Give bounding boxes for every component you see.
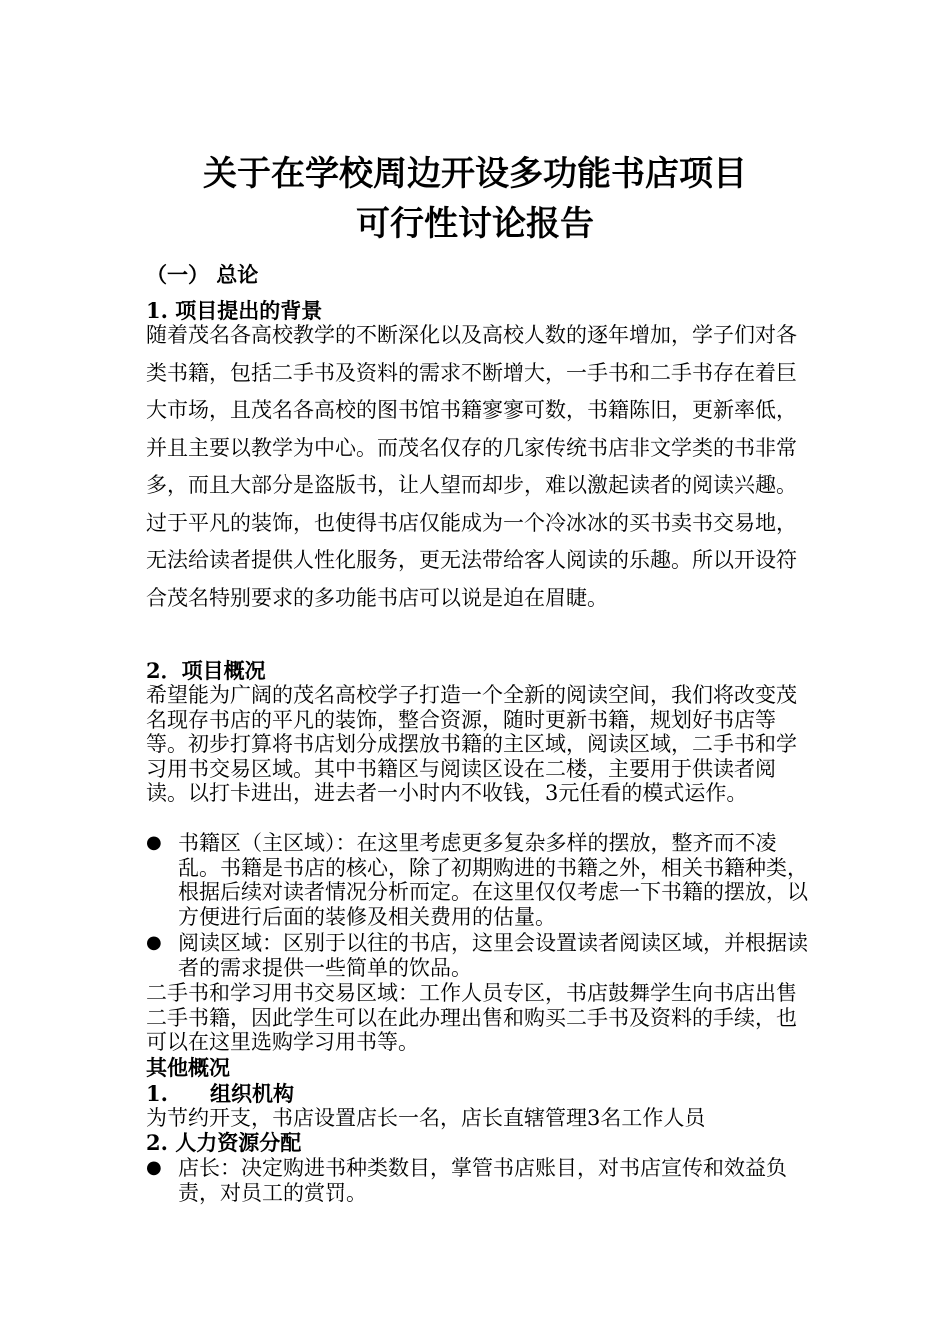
subheading-hr: 2. 人力资源分配: [146, 1130, 302, 1155]
paragraph-overview: 希望能为广阔的茂名高校学子打造一个全新的阅读空间，我们将改变茂名现存书店的平凡的装饰，整合资源，随时更新书籍，规划好书店等等。初步打算将书店划分成摆放书籍的主区域，阅读区域，二手书和学习用书交易区域。其中书籍区与阅读区设在二楼，主要用于供读者阅读。以打卡进出，进去者一小时内不收钱，3元任看的模式运作。: [146, 683, 797, 805]
section-heading-general: （一） 总论: [146, 262, 259, 287]
subheading-number: 1.: [146, 1081, 168, 1106]
report-title-line1: 关于在学校周边开设多功能书店项目: [203, 154, 747, 194]
subheading-organization: [146, 1081, 294, 1107]
report-title-line2: 可行性讨论报告: [356, 204, 594, 244]
bullet-icon: ●: [146, 932, 162, 953]
paragraph-trade-area: 二手书和学习用书交易区域：工作人员专区，书店鼓舞学生向书店出售二手书籍，因此学生可以在此办理出售和购买二手书及资料的手续，也可以在这里选购学习用书等。: [146, 981, 797, 1054]
subheading-label: 组织机构: [210, 1081, 294, 1106]
heading-other-overview: 其他概况: [146, 1055, 230, 1080]
bullet-icon: ●: [146, 832, 162, 853]
subheading-background: 1. 项目提出的背景: [146, 298, 323, 323]
paragraph-background: 随着茂名各高校教学的不断深化以及高校人数的逐年增加，学子们对各类书籍，包括二手书及资料的需求不断增大，一手书和二手书存在着巨大市场，且茂名各高校的图书馆书籍寥寥可数，书籍陈旧，更新率低，并且主要以教学为中心。而茂名仅存的几家传统书店非文学类的书非常多，而且大部分是盗版书，让人望而却步，难以激起读者的阅读兴趣。过于平凡的装饰，也使得书店仅能成为一个冷冰冰的买书卖书交易地，无法给读者提供人性化服务，更无法带给客人阅读的乐趣。所以开设符合茂名特别要求的多功能书店可以说是迫在眉睫。: [146, 323, 797, 610]
list-item-book-area: [146, 831, 810, 929]
list-item-text: 书籍区（主区域）：在这里考虑更多复杂多样的摆放，整齐而不凌乱。书籍是书店的核心，除了初期购进的书籍之外，相关书籍种类，根据后续对读者情况分析而定。在这里仅仅考虑一下书籍的摆放，以方便进行后面的装修及相关费用的估量。: [178, 831, 808, 929]
bullet-icon: ●: [146, 1157, 162, 1178]
list-item-manager: [146, 1156, 810, 1205]
paragraph-organization: 为节约开支，书店设置店长一名，店长直辖管理3名工作人员: [146, 1106, 706, 1130]
list-item-reading-area: [146, 931, 810, 980]
subheading-overview: 2．项目概况: [146, 658, 266, 683]
list-item-text: 阅读区域：区别于以往的书店，这里会设置读者阅读区域，并根据读者的需求提供一些简单的饮品。: [178, 931, 808, 980]
list-item-text: 店长：决定购进书种类数目，掌管书店账目，对书店宣传和效益负责，对员工的赏罚。: [178, 1156, 787, 1205]
